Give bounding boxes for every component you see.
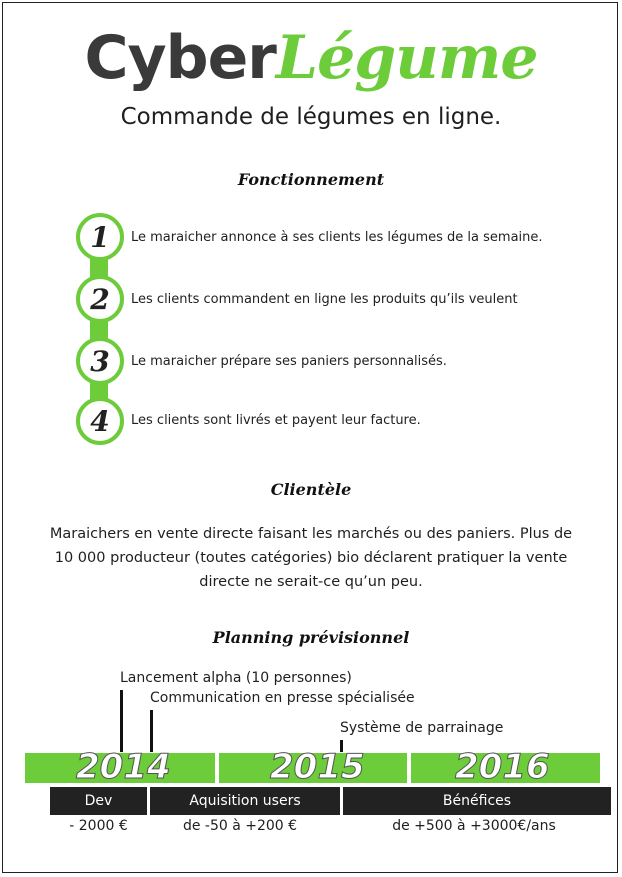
step-2-badge: 2 [76,275,124,323]
logo-cyber: Cyber [84,23,276,93]
phase-benefices: Bénéfices [343,787,611,815]
step-4-badge: 4 [76,397,124,445]
cost-benefices: de +500 à +3000€/ans [392,818,556,834]
step-3-text: Le maraicher prépare ses paniers personnalisés. [131,354,447,369]
logo-legume: Légume [275,23,538,93]
milestone-alpha-tick [120,690,123,752]
phase-acquisition: Aquisition users [150,787,340,815]
clientele-title: Clientèle [270,480,352,499]
planning-title: Planning prévisionnel [212,628,410,647]
step-1-badge: 1 [76,213,124,261]
fonctionnement-title: Fonctionnement [237,170,385,189]
cost-acquisition: de -50 à +200 € [182,818,298,834]
step-3-badge: 3 [76,337,124,385]
clientele-text: Maraichers en vente directe faisant les marchés ou des paniers. Plus de 10 000 producteur (toutes catégories) bio déclarent pratiquer la vente directe ne serait-ce qu’un peu. [49,526,573,590]
year-2014: 2014 [76,747,171,787]
step-4-text: Les clients sont livrés et payent leur facture. [131,413,421,428]
milestone-presse: Communication en presse spécialisée [150,690,415,706]
milestone-presse-tick [150,710,153,752]
logo [0,18,622,98]
cost-dev: - 2000 € [69,818,128,834]
tagline: Commande de légumes en ligne. [120,104,502,130]
year-2015: 2015 [270,747,365,787]
step-1-text: Le maraicher annonce à ses clients les légumes de la semaine. [131,230,543,245]
step-2-text: Les clients commandent en ligne les produits qu’ils veulent [131,292,518,307]
milestone-alpha: Lancement alpha (10 personnes) [120,670,352,686]
milestone-parrainage: Système de parrainage [340,720,504,736]
year-2016: 2016 [455,747,550,787]
phase-dev: Dev [50,787,147,815]
